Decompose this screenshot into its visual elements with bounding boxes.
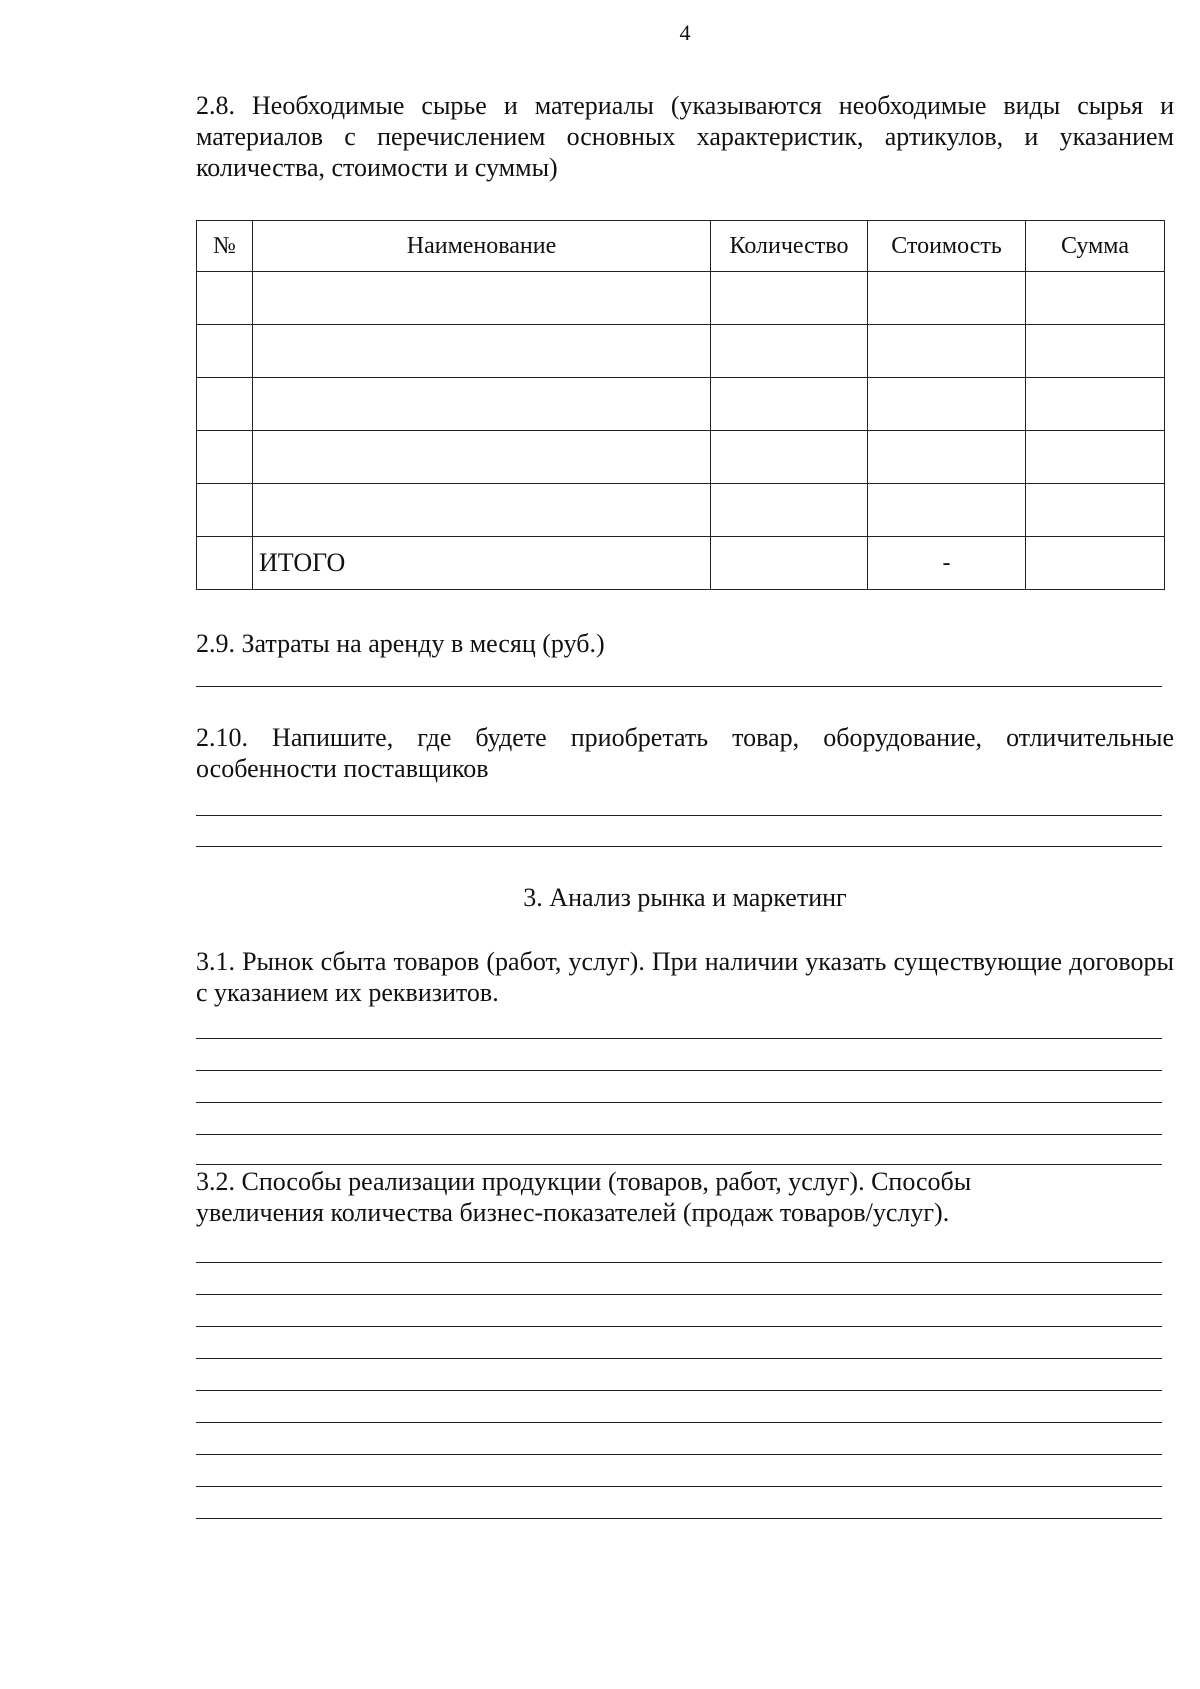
section-3-title xyxy=(196,882,1174,913)
answer-line-3-2[interactable] xyxy=(196,1422,1162,1423)
section-2-10-text: 2.10. Напишите, где будете приобретать товар, оборудование, отличительные особенности поставщиков xyxy=(196,723,1174,783)
cell-sum[interactable] xyxy=(1026,378,1165,431)
answer-line-3-2[interactable] xyxy=(196,1390,1162,1391)
section-3-2-line2: увеличения количества бизнес-показателей (продаж товаров/услуг). xyxy=(196,1198,950,1227)
answer-line-2-9[interactable] xyxy=(196,686,1162,687)
cell-name[interactable] xyxy=(253,484,711,537)
answer-line-3-2[interactable] xyxy=(196,1518,1162,1519)
section-2-9-text: 2.9. Затраты на аренду в месяц (руб.) xyxy=(196,629,605,658)
table-row xyxy=(197,325,1165,378)
cell-quantity[interactable] xyxy=(711,325,868,378)
section-2-8-text: 2.8. Необходимые сырье и материалы (указываются необходимые виды сырья и материалов с перечислением основных характеристик, артикулов, и указанием количества, стоимости и суммы) xyxy=(196,91,1174,182)
total-cell-cost: - xyxy=(868,537,1026,590)
cell-quantity[interactable] xyxy=(711,378,868,431)
cell-number[interactable] xyxy=(197,272,253,325)
answer-line-3-2[interactable] xyxy=(196,1454,1162,1455)
page-number: 4 xyxy=(679,20,691,45)
cell-number[interactable] xyxy=(197,325,253,378)
total-label: ИТОГО xyxy=(253,537,711,590)
total-cell-sum[interactable] xyxy=(1026,537,1165,590)
header-number: № xyxy=(197,221,253,272)
cell-number[interactable] xyxy=(197,484,253,537)
table-row xyxy=(197,272,1165,325)
table-header-row xyxy=(197,221,1165,272)
cell-cost[interactable] xyxy=(868,325,1026,378)
answer-line-2-10[interactable] xyxy=(196,846,1162,847)
answer-line-3-1[interactable] xyxy=(196,1102,1162,1103)
section-3-2 xyxy=(196,1166,1174,1228)
table-total-row xyxy=(197,537,1165,590)
cell-quantity[interactable] xyxy=(711,484,868,537)
cell-name[interactable] xyxy=(253,325,711,378)
header-quantity: Количество xyxy=(711,221,868,272)
answer-line-3-2[interactable] xyxy=(196,1486,1162,1487)
cell-quantity[interactable] xyxy=(711,272,868,325)
answer-line-2-10[interactable] xyxy=(196,815,1162,816)
cell-quantity[interactable] xyxy=(711,431,868,484)
cell-number[interactable] xyxy=(197,431,253,484)
answer-line-3-2[interactable] xyxy=(196,1358,1162,1359)
cell-cost[interactable] xyxy=(868,272,1026,325)
answer-line-3-1[interactable] xyxy=(196,1134,1162,1135)
cell-sum[interactable] xyxy=(1026,272,1165,325)
section-2-9 xyxy=(196,628,1174,659)
materials-table xyxy=(196,220,1165,590)
answer-line-3-2[interactable] xyxy=(196,1294,1162,1295)
cell-name[interactable] xyxy=(253,378,711,431)
section-3-title-text: 3. Анализ рынка и маркетинг xyxy=(523,883,847,912)
cell-sum[interactable] xyxy=(1026,325,1165,378)
section-3-1 xyxy=(196,946,1174,1008)
answer-line-3-2[interactable] xyxy=(196,1262,1162,1263)
cell-cost[interactable] xyxy=(868,431,1026,484)
section-2-8 xyxy=(196,90,1174,183)
cell-sum[interactable] xyxy=(1026,484,1165,537)
cell-number[interactable] xyxy=(197,378,253,431)
answer-line-3-1[interactable] xyxy=(196,1070,1162,1071)
cell-name[interactable] xyxy=(253,431,711,484)
header-sum: Сумма xyxy=(1026,221,1165,272)
table-row xyxy=(197,431,1165,484)
header-name: Наименование xyxy=(253,221,711,272)
section-3-2-line1: 3.2. Способы реализации продукции (товаров, работ, услуг). Способы xyxy=(196,1167,972,1196)
cell-sum[interactable] xyxy=(1026,431,1165,484)
total-cell-number xyxy=(197,537,253,590)
section-2-10 xyxy=(196,722,1174,784)
table-row xyxy=(197,378,1165,431)
section-3-1-text: 3.1. Рынок сбыта товаров (работ, услуг). При наличии указать существующие договоры с указанием их реквизитов. xyxy=(196,947,1174,1007)
cell-name[interactable] xyxy=(253,272,711,325)
answer-line-3-1[interactable] xyxy=(196,1038,1162,1039)
table-row xyxy=(197,484,1165,537)
header-cost: Стоимость xyxy=(868,221,1026,272)
cell-cost[interactable] xyxy=(868,484,1026,537)
answer-line-3-2[interactable] xyxy=(196,1326,1162,1327)
cell-cost[interactable] xyxy=(868,378,1026,431)
total-cell-quantity[interactable] xyxy=(711,537,868,590)
answer-line-3-1[interactable] xyxy=(196,1164,1162,1165)
